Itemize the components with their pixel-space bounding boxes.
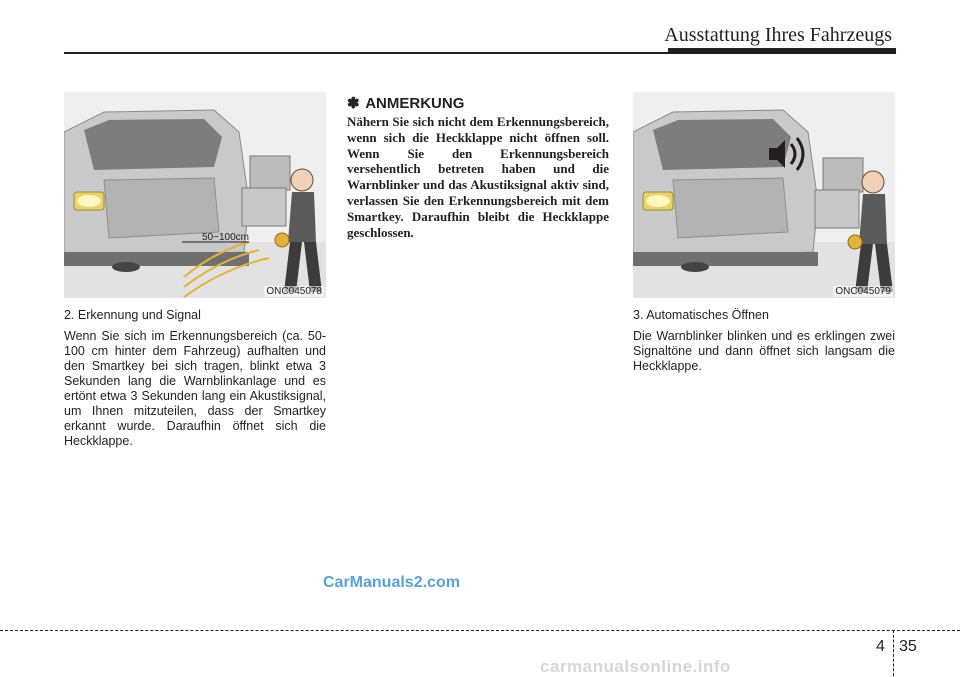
note-heading [347, 94, 609, 112]
right-column [633, 92, 895, 374]
note-column [347, 92, 609, 240]
car-rear-opening-illustration [633, 92, 895, 298]
illustration-opening [633, 92, 895, 298]
watermark-link[interactable]: CarManuals2.com [323, 574, 460, 591]
page-number: 35 [899, 638, 917, 655]
site-watermark: carmanualsonline.info [540, 657, 731, 676]
footer-rule [0, 630, 960, 631]
illustration-detection [64, 92, 326, 298]
car-rear-illustration [64, 92, 326, 298]
figure-caption: 2. Erkennung und Signal [64, 308, 201, 322]
figure-code: ONC045079 [835, 286, 891, 297]
note-body: Nähern Sie sich nicht dem Erkennungsbereich, wenn sich die Heckklappe nicht öffnen soll. Wenn Sie den Erkennungsbereich versehentlich betreten haben und die Warnblinker und das Akustiksignal aktiv sind, verlassen Sie den Erkennungsbereich mit dem Smartkey. Daraufhin bleibt die Heckklappe geschlossen. [347, 114, 609, 240]
distance-label: 50~100cm [202, 232, 249, 243]
figure-caption: 3. Automatisches Öffnen [633, 308, 769, 322]
figure-code: ONC045078 [266, 286, 322, 297]
body-paragraph: Wenn Sie sich im Erkennungsbereich (ca. 50-100 cm hinter dem Fahrzeug) aufhalten und den Smartkey bei sich tragen, blinkt etwa 3 Sekunden lang die Warnblinkanlage und es ertönt etwa 3 Sekunden lang ein Akustiksignal, um Ihnen mitzuteilen, dass der Smartkey erkannt wurde. Daraufhin öffnet sich die Heckklappe. [64, 329, 326, 448]
header-rule-accent [668, 48, 896, 54]
note-heading-text: ANMERKUNG [365, 95, 465, 112]
left-column [64, 92, 326, 449]
footer-divider [893, 630, 894, 676]
note-star-icon: ✽ [347, 95, 360, 112]
chapter-number: 4 [876, 638, 885, 655]
page-header-title: Ausstattung Ihres Fahrzeugs [664, 24, 892, 46]
body-paragraph: Die Warnblinker blinken und es erklingen zwei Signaltöne und dann öffnet sich langsam die Heckklappe. [633, 329, 895, 373]
